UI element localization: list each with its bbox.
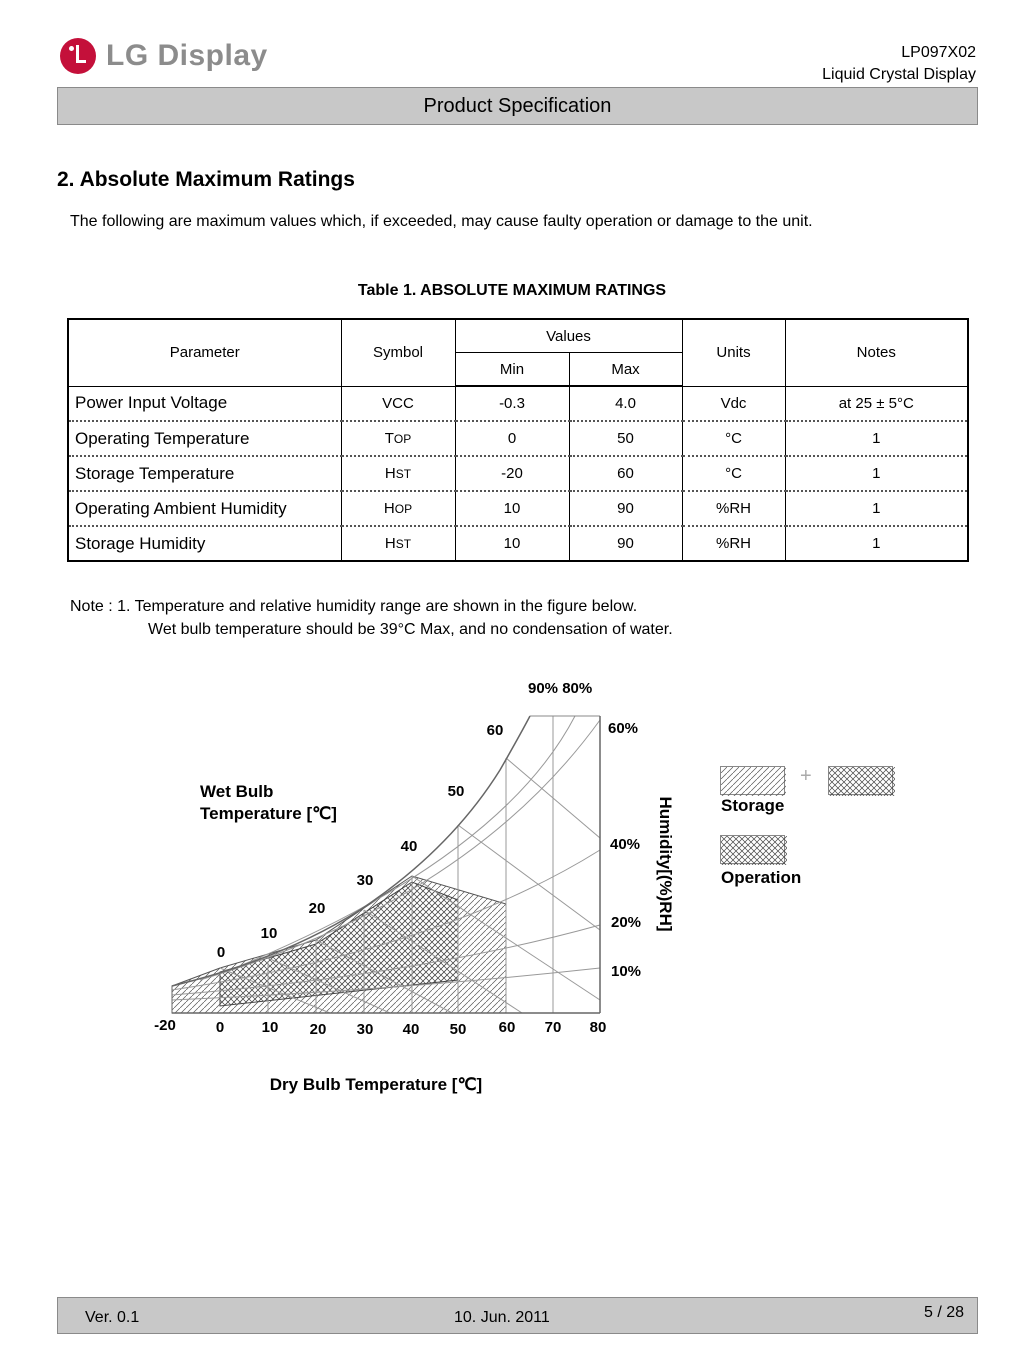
wet-bulb-tick: 60 bbox=[486, 722, 504, 739]
intro-paragraph: The following are maximum values which, if exceeded, may cause faulty operation or damage to the unit. bbox=[70, 213, 813, 230]
x-tick: 60 bbox=[498, 1019, 516, 1036]
storage-swatch-cross bbox=[828, 766, 893, 795]
chart-legend bbox=[718, 762, 918, 902]
humidity-top-label: 90% 80% bbox=[528, 680, 593, 697]
cell-units: %RH bbox=[682, 526, 785, 561]
cell-notes: 1 bbox=[785, 456, 968, 491]
operation-swatch bbox=[720, 835, 785, 864]
table-row bbox=[68, 456, 968, 491]
x-tick: 10 bbox=[261, 1019, 279, 1036]
x-tick: -20 bbox=[154, 1017, 176, 1034]
lg-display-logo bbox=[60, 38, 280, 76]
cell-units: Vdc bbox=[682, 386, 785, 421]
title-bar: Product Specification bbox=[57, 87, 978, 125]
table-row bbox=[68, 491, 968, 526]
cell-symbol: TOP bbox=[341, 421, 455, 456]
table-row bbox=[68, 526, 968, 561]
logo-text: LG Display bbox=[106, 39, 268, 72]
x-tick: 50 bbox=[449, 1021, 467, 1038]
product-type: Liquid Crystal Display bbox=[822, 66, 976, 83]
cell-symbol: VCC bbox=[341, 386, 455, 421]
header-min: Min bbox=[455, 353, 569, 387]
legend-storage-label: Storage bbox=[721, 796, 785, 815]
ratings-table bbox=[67, 318, 969, 562]
cell-notes: 1 bbox=[785, 421, 968, 456]
x-axis-title: Dry Bulb Temperature [℃] bbox=[269, 1075, 483, 1094]
wet-bulb-title-1: Wet Bulb bbox=[200, 782, 274, 801]
wet-bulb-tick: 40 bbox=[400, 838, 418, 855]
cell-min: -20 bbox=[455, 456, 569, 491]
wet-bulb-tick: 10 bbox=[260, 925, 278, 942]
wet-bulb-tick: 20 bbox=[308, 900, 326, 917]
wet-bulb-title-2: Temperature [℃] bbox=[200, 804, 337, 823]
footer-date: 10. Jun. 2011 bbox=[454, 1309, 550, 1326]
header-notes: Notes bbox=[785, 319, 968, 386]
table-row bbox=[68, 421, 968, 456]
x-tick: 80 bbox=[589, 1019, 607, 1036]
cell-max: 4.0 bbox=[569, 386, 682, 421]
header-symbol: Symbol bbox=[341, 319, 455, 386]
cell-units: %RH bbox=[682, 491, 785, 526]
cell-symbol: HST bbox=[341, 456, 455, 491]
cell-min: 10 bbox=[455, 491, 569, 526]
note-line-2: Wet bulb temperature should be 39°C Max, and no condensation of water. bbox=[148, 621, 673, 638]
x-tick-labels bbox=[154, 1017, 606, 1038]
cell-max: 50 bbox=[569, 421, 682, 456]
cell-units: °C bbox=[682, 456, 785, 491]
header-values: Values bbox=[455, 319, 682, 353]
footer-bar bbox=[57, 1297, 978, 1334]
y-axis-title: Humidity[(%)RH] bbox=[656, 796, 675, 932]
humidity-label: 20% bbox=[611, 914, 642, 931]
cell-notes: at 25 ± 5°C bbox=[785, 386, 968, 421]
humidity-label: 10% bbox=[611, 963, 642, 980]
x-tick: 20 bbox=[309, 1021, 327, 1038]
storage-swatch-diagonal bbox=[720, 766, 785, 795]
cell-max: 60 bbox=[569, 456, 682, 491]
cell-parameter: Storage Temperature bbox=[68, 456, 341, 491]
x-tick: 0 bbox=[215, 1019, 225, 1036]
cell-units: °C bbox=[682, 421, 785, 456]
header-units: Units bbox=[682, 319, 785, 386]
cell-parameter: Storage Humidity bbox=[68, 526, 341, 561]
humidity-tick-labels bbox=[528, 680, 641, 980]
model-number: LP097X02 bbox=[901, 44, 976, 61]
cell-min: 0 bbox=[455, 421, 569, 456]
psychrometric-chart bbox=[150, 670, 675, 1110]
note-line-1: Note : 1. Temperature and relative humidity range are shown in the figure below. bbox=[70, 598, 638, 615]
cell-symbol: HST bbox=[341, 526, 455, 561]
cell-min: 10 bbox=[455, 526, 569, 561]
wet-bulb-tick: 30 bbox=[356, 872, 374, 889]
cell-max: 90 bbox=[569, 526, 682, 561]
x-tick: 30 bbox=[356, 1021, 374, 1038]
cell-parameter: Operating Ambient Humidity bbox=[68, 491, 341, 526]
wet-bulb-tick: 50 bbox=[447, 783, 465, 800]
document-id bbox=[822, 42, 976, 86]
header-parameter: Parameter bbox=[68, 319, 341, 386]
cell-symbol: HOP bbox=[341, 491, 455, 526]
humidity-label: 40% bbox=[610, 836, 641, 853]
x-tick: 40 bbox=[402, 1021, 420, 1038]
cell-notes: 1 bbox=[785, 491, 968, 526]
legend-operation-label: Operation bbox=[721, 868, 802, 887]
section-heading: 2. Absolute Maximum Ratings bbox=[57, 168, 355, 191]
footer-version: Ver. 0.1 bbox=[85, 1309, 140, 1326]
x-tick: 70 bbox=[544, 1019, 562, 1036]
wet-bulb-tick: 0 bbox=[216, 944, 226, 961]
plus-icon: + bbox=[800, 765, 812, 787]
notes bbox=[70, 595, 673, 641]
humidity-label: 60% bbox=[608, 720, 639, 737]
cell-parameter: Power Input Voltage bbox=[68, 386, 341, 421]
cell-notes: 1 bbox=[785, 526, 968, 561]
cell-max: 90 bbox=[569, 491, 682, 526]
footer-page-number: 5 / 28 bbox=[923, 1304, 964, 1321]
cell-parameter: Operating Temperature bbox=[68, 421, 341, 456]
cell-min: -0.3 bbox=[455, 386, 569, 421]
table-row bbox=[68, 386, 968, 421]
lg-logo-icon bbox=[60, 38, 96, 74]
header-max: Max bbox=[569, 353, 682, 387]
table-caption: Table 1. ABSOLUTE MAXIMUM RATINGS bbox=[357, 282, 667, 299]
